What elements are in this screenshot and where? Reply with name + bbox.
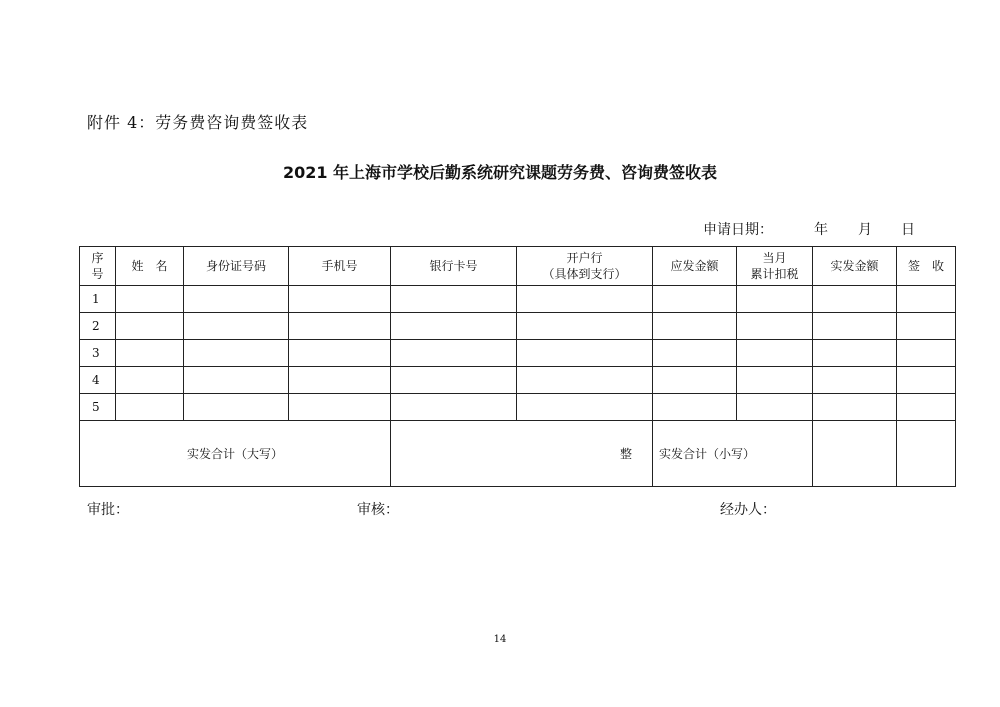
id-number-cell[interactable] <box>184 313 289 340</box>
total-row <box>80 421 956 487</box>
header-actual-amount: 实发金额 <box>813 247 897 286</box>
due-amount-cell[interactable] <box>653 394 737 421</box>
name-cell[interactable] <box>116 313 184 340</box>
phone-cell[interactable] <box>289 340 391 367</box>
tax-cell[interactable] <box>737 367 813 394</box>
phone-cell[interactable] <box>289 394 391 421</box>
tax-cell[interactable] <box>737 340 813 367</box>
row-number: 5 <box>80 394 116 421</box>
header-seq: 序 号 <box>80 247 116 286</box>
table-row <box>80 367 956 394</box>
header-monthly-tax: 当月 累计扣税 <box>737 247 813 286</box>
footer-handler: 经办人： <box>720 502 776 518</box>
actual-amount-cell[interactable] <box>813 394 897 421</box>
attachment-label: 附件 4：劳务费咨询费签收表 <box>87 113 309 132</box>
tax-cell[interactable] <box>737 313 813 340</box>
header-bank-branch: 开户行 （具体到支行） <box>517 247 653 286</box>
row-number: 2 <box>80 313 116 340</box>
row-number: 3 <box>80 340 116 367</box>
apply-date-day: 日 <box>901 222 915 238</box>
apply-date-month: 月 <box>858 222 872 238</box>
bank-card-cell[interactable] <box>391 286 517 313</box>
bank-branch-cell[interactable] <box>517 340 653 367</box>
bank-branch-cell[interactable] <box>517 367 653 394</box>
bank-branch-cell[interactable] <box>517 313 653 340</box>
header-bank-card: 银行卡号 <box>391 247 517 286</box>
actual-amount-cell[interactable] <box>813 286 897 313</box>
total-caps-label: 实发合计（大写） <box>80 421 391 487</box>
total-signature-cell[interactable] <box>897 421 956 487</box>
sign-receipt-table <box>79 246 956 487</box>
due-amount-cell[interactable] <box>653 286 737 313</box>
table-header-row <box>80 247 956 286</box>
bank-card-cell[interactable] <box>391 394 517 421</box>
page-number: 14 <box>493 634 507 645</box>
bank-card-cell[interactable] <box>391 313 517 340</box>
signature-cell[interactable] <box>897 286 956 313</box>
total-caps-value[interactable] <box>391 421 653 487</box>
name-cell[interactable] <box>116 367 184 394</box>
id-number-cell[interactable] <box>184 286 289 313</box>
table-row <box>80 394 956 421</box>
tax-cell[interactable] <box>737 286 813 313</box>
signature-cell[interactable] <box>897 367 956 394</box>
due-amount-cell[interactable] <box>653 313 737 340</box>
due-amount-cell[interactable] <box>653 340 737 367</box>
due-amount-cell[interactable] <box>653 367 737 394</box>
row-number: 1 <box>80 286 116 313</box>
apply-date-year: 年 <box>814 222 828 238</box>
phone-cell[interactable] <box>289 367 391 394</box>
document-title: 2021 年上海市学校后勤系统研究课题劳务费、咨询费签收表 <box>282 163 718 182</box>
bank-branch-cell[interactable] <box>517 394 653 421</box>
bank-card-cell[interactable] <box>391 367 517 394</box>
table-row <box>80 286 956 313</box>
table-row <box>80 340 956 367</box>
signature-cell[interactable] <box>897 394 956 421</box>
footer-approval: 审批： <box>87 502 129 518</box>
name-cell[interactable] <box>116 394 184 421</box>
tax-cell[interactable] <box>737 394 813 421</box>
id-number-cell[interactable] <box>184 367 289 394</box>
header-id-number: 身份证号码 <box>184 247 289 286</box>
name-cell[interactable] <box>116 340 184 367</box>
table-row <box>80 313 956 340</box>
signature-cell[interactable] <box>897 313 956 340</box>
bank-branch-cell[interactable] <box>517 286 653 313</box>
id-number-cell[interactable] <box>184 394 289 421</box>
footer-review: 审核： <box>357 502 399 518</box>
bank-card-cell[interactable] <box>391 340 517 367</box>
row-number: 4 <box>80 367 116 394</box>
name-cell[interactable] <box>116 286 184 313</box>
total-figures-label: 实发合计（小写） <box>653 421 813 487</box>
actual-amount-cell[interactable] <box>813 340 897 367</box>
total-figures-value[interactable] <box>813 421 897 487</box>
signature-cell[interactable] <box>897 340 956 367</box>
phone-cell[interactable] <box>289 286 391 313</box>
actual-amount-cell[interactable] <box>813 367 897 394</box>
id-number-cell[interactable] <box>184 340 289 367</box>
apply-date-label: 申请日期： <box>703 222 773 238</box>
total-whole-mark: 整 <box>619 446 632 461</box>
header-phone: 手机号 <box>289 247 391 286</box>
phone-cell[interactable] <box>289 313 391 340</box>
actual-amount-cell[interactable] <box>813 313 897 340</box>
header-due-amount: 应发金额 <box>653 247 737 286</box>
header-name: 姓 名 <box>116 247 184 286</box>
header-signature: 签 收 <box>897 247 956 286</box>
